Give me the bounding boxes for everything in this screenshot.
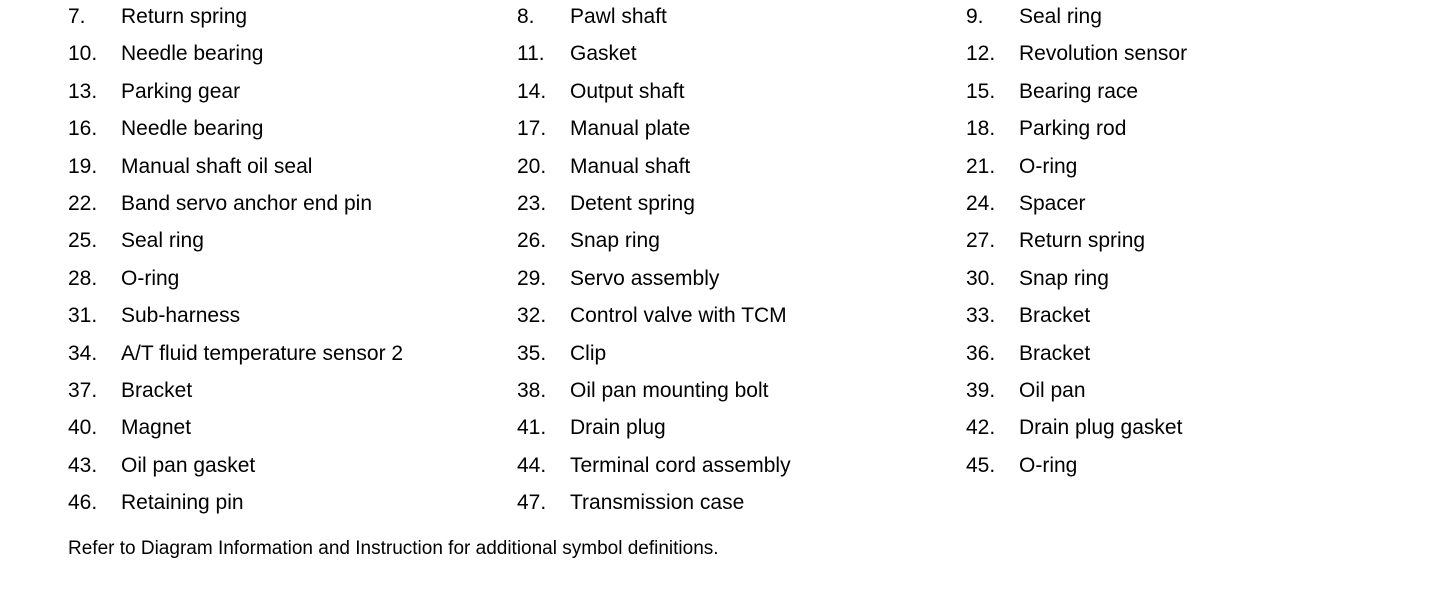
legend-item-number: 42. (966, 416, 996, 440)
legend-item-name: Seal ring (121, 229, 204, 253)
legend-item-name: Output shaft (570, 79, 685, 103)
legend-item-number: 46. (68, 491, 98, 515)
legend-item-number: 21. (966, 154, 996, 178)
legend-item-number: 39. (966, 379, 996, 402)
legend-item-number: 32. (517, 304, 547, 328)
legend-item-name: Servo assembly (570, 266, 720, 290)
legend-item-name: Manual shaft oil seal (121, 154, 313, 178)
legend-row (0, 75, 1456, 112)
legend-item-name: Spacer (1019, 192, 1086, 215)
legend-row (0, 112, 1456, 149)
legend-item-name: Bracket (1019, 304, 1091, 328)
legend-row (0, 449, 1456, 486)
legend-item-name: Sub-harness (121, 304, 241, 328)
legend-item-number: 7. (68, 5, 86, 28)
legend-item-name: Oil pan mounting bolt (570, 379, 769, 402)
legend-item-number: 26. (517, 229, 547, 253)
legend-item-name: O-ring (1019, 154, 1078, 178)
legend-item-number: 34. (68, 341, 98, 365)
legend-item-number: 16. (68, 117, 98, 141)
legend-row (0, 0, 1456, 37)
legend-item-number: 19. (68, 154, 98, 178)
legend-item-name: Return spring (1019, 229, 1146, 253)
legend-item-name: Manual plate (570, 117, 691, 141)
legend-item-number: 9. (966, 5, 984, 28)
legend-item-number: 27. (966, 229, 996, 253)
legend-item-number: 33. (966, 304, 996, 328)
legend-row (0, 187, 1456, 224)
legend-item-name: Control valve with TCM (570, 304, 787, 328)
legend-item-name: Oil pan gasket (121, 453, 256, 477)
legend-item-number: 10. (68, 42, 98, 66)
legend-item-name: O-ring (1019, 453, 1078, 477)
legend-item-number: 15. (966, 79, 996, 103)
legend-item-number: 18. (966, 117, 996, 141)
legend-row (0, 37, 1456, 74)
legend-item-name: Snap ring (1019, 266, 1109, 290)
legend-row (0, 486, 1456, 523)
legend-item-name: Needle bearing (121, 42, 264, 66)
legend-item-number: 12. (966, 42, 996, 66)
legend-item-number: 20. (517, 154, 547, 178)
legend-item-number: 25. (68, 229, 98, 253)
legend-item-name: Revolution sensor (1019, 42, 1188, 66)
legend-item-name: Drain plug gasket (1019, 416, 1183, 440)
legend-item-name: Seal ring (1019, 5, 1102, 28)
legend-item-name: Parking rod (1019, 117, 1127, 141)
legend-item-number: 47. (517, 491, 547, 515)
legend-item-name: Bracket (1019, 341, 1091, 365)
legend-item-name: Detent spring (570, 192, 695, 215)
legend-item-number: 29. (517, 266, 547, 290)
legend-item-name: Retaining pin (121, 491, 244, 515)
legend-item-name: Parking gear (121, 79, 241, 103)
legend-item-number: 30. (966, 266, 996, 290)
legend-item-number: 23. (517, 192, 547, 215)
legend-item-name: Needle bearing (121, 117, 264, 141)
legend-row (0, 337, 1456, 374)
legend-item-name: Manual shaft (570, 154, 691, 178)
legend-item-name: Magnet (121, 416, 192, 440)
legend-row (0, 411, 1456, 448)
legend-item-number: 41. (517, 416, 547, 440)
legend-item-number: 8. (517, 5, 535, 28)
legend-item-name: Gasket (570, 42, 637, 66)
legend-item-name: Snap ring (570, 229, 660, 253)
legend-row (0, 262, 1456, 299)
legend-item-name: A/T fluid temperature sensor 2 (121, 341, 404, 365)
legend-item-name: O-ring (121, 266, 180, 290)
legend-item-number: 13. (68, 79, 98, 103)
legend-item-name: Return spring (121, 5, 248, 28)
legend-item-number: 22. (68, 192, 98, 215)
legend-item-name: Band servo anchor end pin (121, 192, 373, 215)
legend-item-name: Transmission case (570, 491, 745, 515)
legend-item-number: 45. (966, 453, 996, 477)
legend-item-number: 43. (68, 453, 98, 477)
legend-row (0, 299, 1456, 336)
legend-item-number: 44. (517, 453, 547, 477)
legend-item-number: 35. (517, 341, 547, 365)
legend-row (0, 374, 1456, 411)
footnote-text: Refer to Diagram Information and Instruction for additional symbol definitions. (68, 538, 719, 559)
legend-item-number: 40. (68, 416, 98, 440)
legend-item-number: 28. (68, 266, 98, 290)
legend-item-number: 14. (517, 79, 547, 103)
legend-item-name: Bearing race (1019, 79, 1139, 103)
legend-item-number: 36. (966, 341, 996, 365)
legend-item-name: Bracket (121, 379, 193, 402)
legend-row (0, 224, 1456, 261)
legend-item-number: 24. (966, 192, 996, 215)
legend-item-number: 37. (68, 379, 98, 402)
legend-item-name: Pawl shaft (570, 5, 667, 28)
legend-item-number: 17. (517, 117, 547, 141)
legend-item-number: 11. (517, 42, 545, 66)
legend-item-name: Terminal cord assembly (570, 453, 791, 477)
legend-item-name: Oil pan (1019, 379, 1086, 402)
legend-item-number: 38. (517, 379, 547, 402)
legend-item-name: Clip (570, 341, 607, 365)
legend-item-number: 31. (68, 304, 98, 328)
legend-item-name: Drain plug (570, 416, 666, 440)
legend-row (0, 150, 1456, 187)
